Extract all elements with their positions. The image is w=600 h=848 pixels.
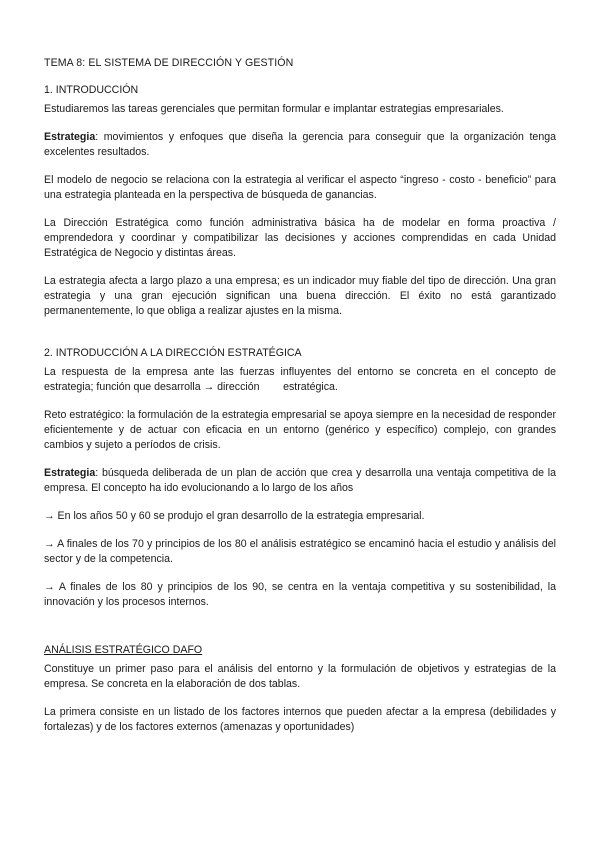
term-estrategia-2: Estrategia xyxy=(44,467,96,479)
term-estrategia: Estrategia xyxy=(44,131,96,143)
bullet-2: → A finales de los 70 y principios de los 80 el análisis estratégico se encaminó hacia el estudio y análisis del sector y de la competencia. xyxy=(44,538,556,565)
section-3-paragraph-1: Constituye un primer paso para el análisis del entorno y la formulación de objetivos y estrategias de la empresa. Se concreta en la elaboración de dos tablas. xyxy=(44,663,556,690)
document-title: TEMA 8: EL SISTEMA DE DIRECCIÓN Y GESTIÓN xyxy=(44,57,294,69)
document-page xyxy=(44,56,559,748)
section-3-heading: ANÁLISIS ESTRATÉGICO DAFO xyxy=(44,644,203,656)
section-2-heading: 2. INTRODUCCIÓN A LA DIRECCIÓN ESTRATÉGICA xyxy=(44,347,302,359)
bullet-1: → En los años 50 y 60 se produjo el gran desarrollo de la estrategia empresarial. xyxy=(44,510,425,522)
section-1-heading: 1. INTRODUCCIÓN xyxy=(44,84,139,96)
section-1-paragraph-1: Estudiaremos las tareas gerenciales que permitan formular e implantar estrategias empresariales. xyxy=(44,103,504,115)
section-3-paragraph-2: La primera consiste en un listado de los factores internos que pueden afectar a la empresa (debilidades y fortalezas) y de los factores externos (amenazas y oportunidades) xyxy=(44,706,556,733)
section-2-paragraph-1: La respuesta de la empresa ante las fuerzas influyentes del entorno se concreta en el concepto de estrategia; función que desarrolla → dirección estratégica. xyxy=(44,366,559,393)
section-1-paragraph-2 xyxy=(44,130,556,160)
section-1-paragraph-5: La estrategia afecta a largo plazo a una empresa; es un indicador muy fiable del tipo de dirección. Una gran estrategia y una gran ejecución significan una buena dirección. El éxito no está garantizado permanentemente, lo que obliga a realizar ajustes en la misma. xyxy=(44,275,556,317)
definition-text: : movimientos y enfoques que diseña la gerencia para conseguir que la organización tenga excelentes resultados. xyxy=(44,131,556,158)
section-1-paragraph-3: El modelo de negocio se relaciona con la estrategia al verificar el aspecto “ingreso - costo - beneficio” para una estrategia planteada en la perspectiva de búsqueda de ganancias. xyxy=(44,174,556,201)
definition-text-2: : búsqueda deliberada de un plan de acción que crea y desarrolla una ventaja competitiva de la empresa. El concepto ha ido evolucionando a lo largo de los años xyxy=(44,467,556,494)
section-1-paragraph-4: La Dirección Estratégica como función administrativa básica ha de modelar en forma proactiva / emprendedora y coordinar y compatibilizar las decisiones y acciones comprendidas en cada Unidad Estratégica de Negocio y distintas áreas. xyxy=(44,217,556,259)
bullet-3: → A finales de los 80 y principios de los 90, se centra en la ventaja competitiva y su sostenibilidad, la innovación y los procesos internos. xyxy=(44,581,556,608)
section-2-paragraph-2: Reto estratégico: la formulación de la estrategia empresarial se apoya siempre en la necesidad de responder eficientemente y de actuar con eficacia en un entorno (genérico y específico) complejo, con grandes cambios y sujeto a períodos de crisis. xyxy=(44,409,556,451)
section-2-paragraph-3 xyxy=(44,466,556,496)
